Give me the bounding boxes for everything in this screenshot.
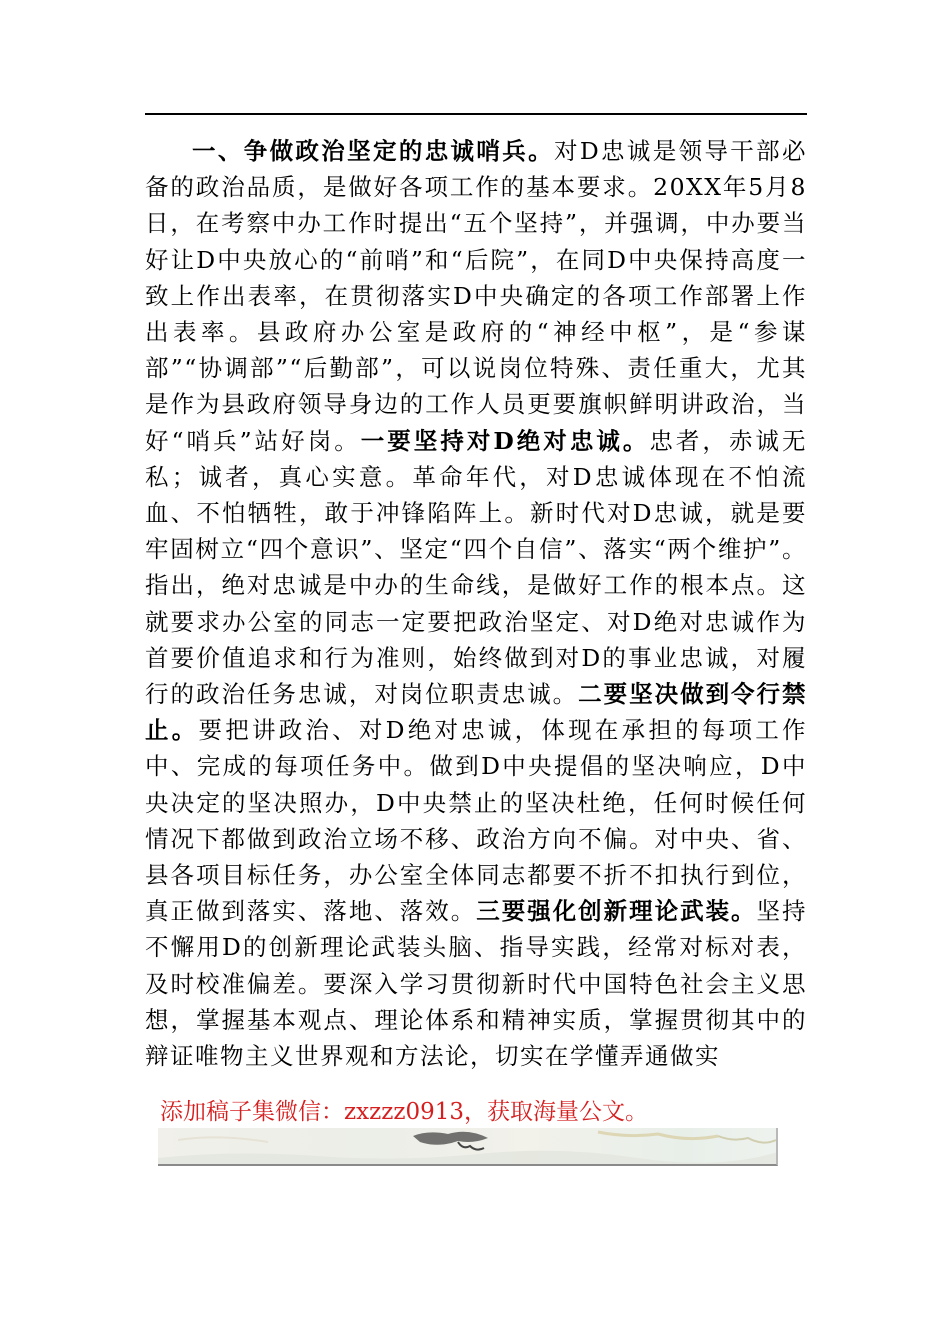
ink-landscape-art: [158, 1128, 778, 1166]
header-rule: [145, 113, 807, 115]
decorative-banner-image: [158, 1128, 778, 1166]
heading-4: 三要强化创新理论武装。: [476, 897, 757, 926]
text-4: 坚持不懈用D的创新理论武装头脑、指导实践，经常对标对表，及时校准偏差。要深入学习贯彻新时代中国特色社会主义思想，掌握基本观点、理论体系和精神实质，掌握贯彻其中的辩证唯物主义世界观和方法论，切实在学懂弄通做实: [145, 897, 808, 1071]
heading-3: 二要坚决做到令行禁止。: [145, 680, 808, 745]
body-paragraph: [145, 133, 807, 1074]
heading-2: 一要坚持对D绝对忠诚。: [360, 426, 650, 455]
heading-1: 一、争做政治坚定的忠诚哨兵。: [192, 137, 554, 165]
text-1: 对D忠诚是领导干部必备的政治品质，是做好各项工作的基本要求。20XX年5月8日，在考察中办工作时提出“五个坚持”，并强调，中办要当好让D中央放心的“前哨”和“后院”，在同D中央保持高度一致上作出表率，在贯彻落实D中央确定的各项工作部署上作出表率。县政府办公室是政府的“神经中枢”，是“参谋部”“协调部”“后勤部”，可以说岗位特殊、责任重大，尤其是作为县政府领导身边的工作人员更要旗帜鲜明讲政治，当好“哨兵”站好岗。: [145, 137, 808, 455]
footer-ad-text: 添加稿子集微信：zxzzz0913，获取海量公文。: [160, 1099, 648, 1125]
text-2: 忠者，赤诚无私；诚者，真心实意。革命年代，对D忠诚体现在不怕流血、不怕牺牲，敢于冲锋陷阵上。新时代对D忠诚，就是要牢固树立“四个意识”、坚定“四个自信”、落实“两个维护”。指出，绝对忠诚是中办的生命线，是做好工作的根本点。这就要求办公室的同志一定要把政治坚定、对D绝对忠诚作为首要价值追求和行为准则，始终做到对D的事业忠诚，对履行的政治任务忠诚，对岗位职责忠诚。: [145, 426, 808, 709]
text-3: 要把讲政治、对D绝对忠诚，体现在承担的每项工作中、完成的每项任务中。做到D中央提倡的坚决响应，D中央决定的坚决照办，D中央禁止的坚决杜绝，任何时候任何情况下都做到政治立场不移、政治方向不偏。对中央、省、县各项目标任务，办公室全体同志都要不折不扣执行到位，真正做到落实、落地、落效。: [145, 716, 808, 926]
